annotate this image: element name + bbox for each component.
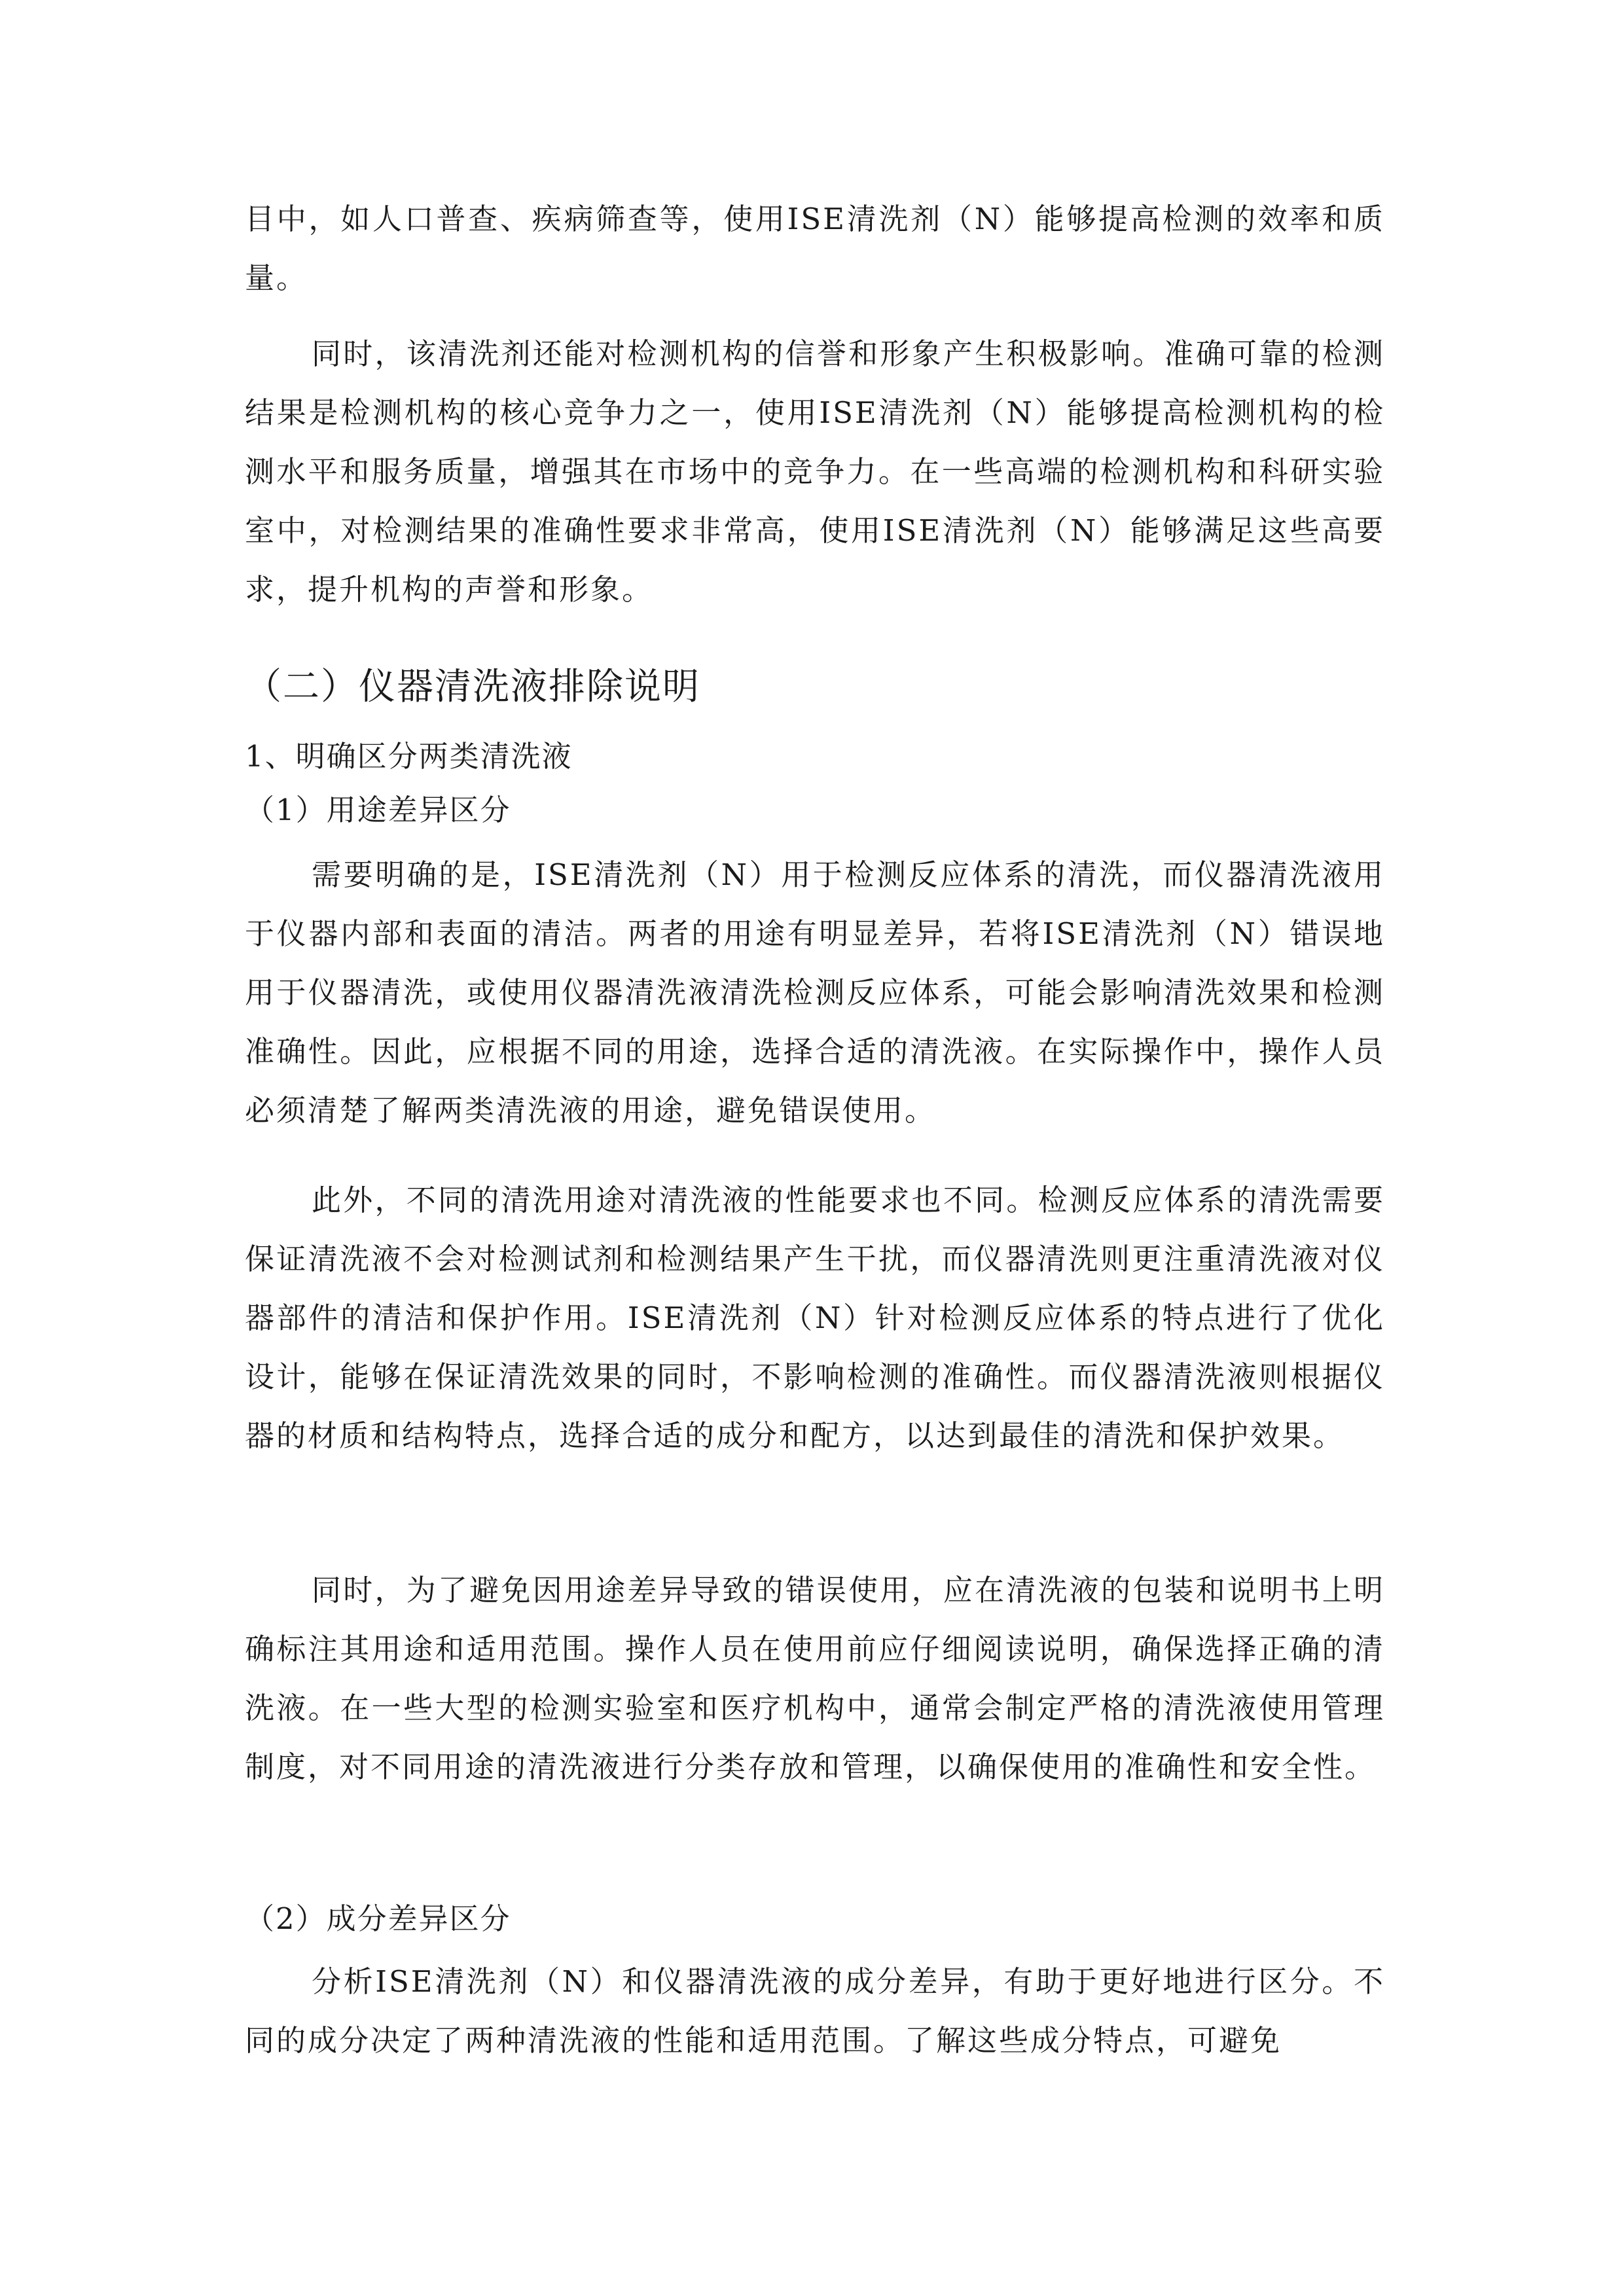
- paragraph-continuation: 目中，如人口普查、疾病筛查等，使用ISE清洗剂（N）能够提高检测的效率和质量。: [245, 202, 1385, 295]
- sub-heading-usage-difference: （1）用途差异区分: [245, 793, 511, 827]
- paragraph-usage-difference: 需要明确的是，ISE清洗剂（N）用于检测反应体系的清洗，而仪器清洗液用于仪器内部和表面的清洁。两者的用途有明显差异，若将ISE清洗剂（N）错误地用于仪器清洗，或使用仪器清洗液清洗检测反应体系，可能会影响清洗效果和检测准确性。因此，应根据不同的用途，选择合适的清洗液。在实际操作中，操作人员必须清楚了解两类清洗液的用途，避免错误使用。: [245, 857, 1385, 1128]
- section-heading-instrument-cleaning: （二）仪器清洗液排除说明: [245, 666, 700, 708]
- paragraph-reputation: 同时，该清洗剂还能对检测机构的信誉和形象产生积极影响。准确可靠的检测结果是检测机构的核心竞争力之一，使用ISE清洗剂（N）能够提高检测机构的检测水平和服务质量，增强其在市场中的竞争力。在一些高端的检测机构和科研实验室中，对检测结果的准确性要求非常高，使用ISE清洗剂（N）能够满足这些高要求，提升机构的声誉和形象。: [245, 336, 1385, 607]
- paragraph-composition-difference: 分析ISE清洗剂（N）和仪器清洗液的成分差异，有助于更好地进行区分。不同的成分决定了两种清洗液的性能和适用范围。了解这些成分特点，可避免: [245, 1964, 1385, 2058]
- paragraph-labeling-management: 同时，为了避免因用途差异导致的错误使用，应在清洗液的包装和说明书上明确标注其用途和适用范围。操作人员在使用前应仔细阅读说明，确保选择正确的清洗液。在一些大型的检测实验室和医疗机构中，通常会制定严格的清洗液使用管理制度，对不同用途的清洗液进行分类存放和管理，以确保使用的准确性和安全性。: [245, 1573, 1385, 1784]
- item-heading-distinguish: 1、明确区分两类清洗液: [245, 739, 573, 774]
- paragraph-performance-requirements: 此外，不同的清洗用途对清洗液的性能要求也不同。检测反应体系的清洗需要保证清洗液不会对检测试剂和检测结果产生干扰，而仪器清洗则更注重清洗液对仪器部件的清洁和保护作用。ISE清洗剂（N）针对检测反应体系的特点进行了优化设计，能够在保证清洗效果的同时，不影响检测的准确性。而仪器清洗液则根据仪器的材质和结构特点，选择合适的成分和配方，以达到最佳的清洗和保护效果。: [245, 1183, 1385, 1453]
- sub-heading-composition-difference: （2）成分差异区分: [245, 1901, 511, 1936]
